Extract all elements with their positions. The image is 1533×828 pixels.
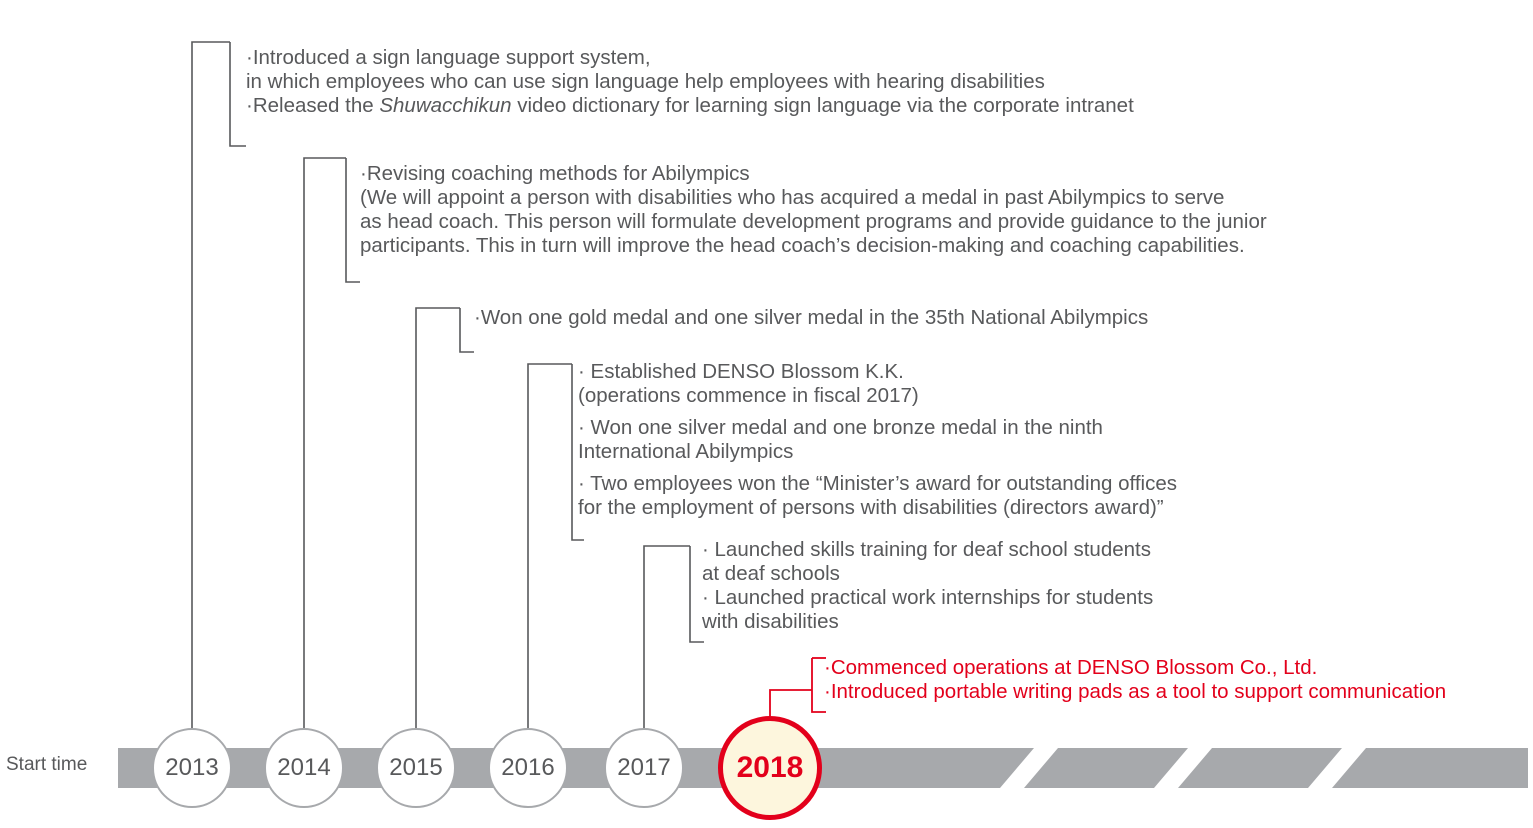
year-node-label: 2015	[389, 754, 443, 781]
year-node-label: 2016	[501, 754, 555, 781]
year-node-2016[interactable]	[488, 728, 568, 808]
entry-line: ·Won one gold medal and one silver medal in the 35th National Abilympics	[474, 306, 1149, 329]
entry-line-prefix: ·Released the	[246, 94, 380, 117]
entry-line: ·Introduced a sign language support system,	[246, 46, 651, 69]
year-node-2014[interactable]	[264, 728, 344, 808]
year-node-label: 2013	[165, 754, 219, 781]
year-node-2018[interactable]	[718, 716, 822, 820]
start-time-label: Start time	[6, 754, 88, 775]
year-node-label: 2017	[617, 754, 671, 781]
entry-line: (operations commence in fiscal 2017)	[578, 384, 919, 407]
entry-line: for the employment of persons with disabilities (directors award)”	[578, 496, 1164, 519]
entry-line: · Established DENSO Blossom K.K.	[578, 360, 904, 383]
entry-line: · Launched skills training for deaf school students	[702, 538, 1151, 561]
timeline-entry-2014	[360, 162, 1267, 258]
entry-line-suffix: video dictionary for learning sign language via the corporate intranet	[511, 94, 1134, 117]
entry-line: as head coach. This person will formulate development programs and provide guidance to the junior	[360, 210, 1267, 233]
entry-line: International Abilympics	[578, 440, 794, 463]
entry-line: · Two employees won the “Minister’s award for outstanding offices	[578, 472, 1177, 495]
year-node-label: 2014	[277, 754, 331, 781]
entry-line-italic: Shuwacchikun	[379, 94, 512, 117]
timeline-entry-2017	[702, 538, 1153, 634]
timeline-entry-2016	[578, 360, 1177, 520]
entry-line: with disabilities	[702, 610, 839, 633]
entry-line: at deaf schools	[702, 562, 840, 585]
entry-line: ·Commenced operations at DENSO Blossom Co., Ltd.	[824, 656, 1318, 679]
entry-line: ·Introduced portable writing pads as a tool to support communication	[824, 680, 1447, 703]
entry-line: (We will appoint a person with disabilities who has acquired a medal in past Abilympics to serve	[360, 186, 1225, 209]
connector-line-2018	[770, 658, 826, 716]
year-node-2015[interactable]	[376, 728, 456, 808]
timeline-entry-2015	[474, 306, 1148, 330]
entry-line: · Won one silver medal and one bronze medal in the ninth	[578, 416, 1103, 439]
entry-line: participants. This in turn will improve the head coach’s decision-making and coaching capabilities.	[360, 234, 1245, 257]
entry-line: ·Revising coaching methods for Abilympics	[360, 162, 750, 185]
entry-line: · Launched practical work internships for students	[702, 586, 1154, 609]
year-node-2017[interactable]	[604, 728, 684, 808]
timeline-entry-2013	[246, 46, 1134, 118]
entry-line-italic-composite	[246, 94, 1134, 118]
year-node-2013[interactable]	[152, 728, 232, 808]
entry-line: in which employees who can use sign language help employees with hearing disabilities	[246, 70, 1045, 93]
timeline-entry-2018	[824, 656, 1446, 704]
year-node-label: 2018	[736, 751, 804, 784]
